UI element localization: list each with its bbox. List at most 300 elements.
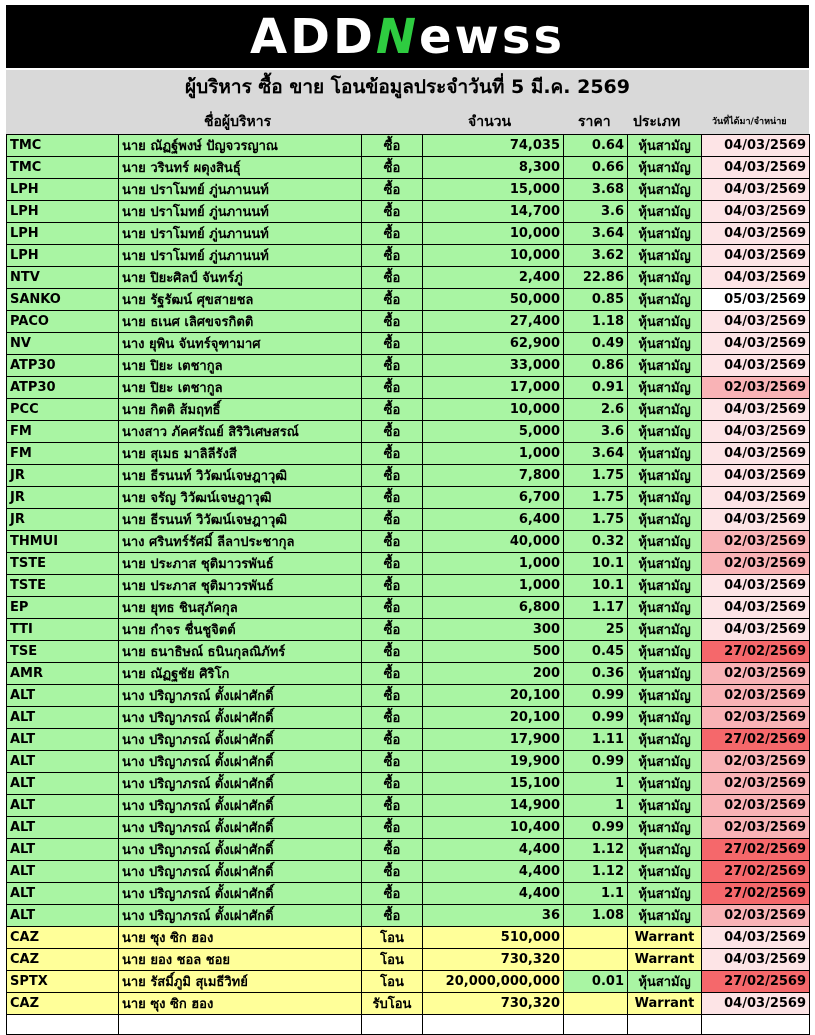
symbol-cell: ALT bbox=[7, 817, 119, 839]
amount-cell: 36 bbox=[423, 905, 564, 927]
symbol-cell: ALT bbox=[7, 729, 119, 751]
security-type-cell: หุ้นสามัญ bbox=[628, 245, 702, 267]
amount-cell: 1,000 bbox=[423, 443, 564, 465]
amount-cell: 10,400 bbox=[423, 817, 564, 839]
amount-cell: 1,000 bbox=[423, 553, 564, 575]
empty-row bbox=[7, 1015, 810, 1035]
executive-name-cell: นาย ปิยะ เตชากูล bbox=[119, 355, 362, 377]
empty-cell bbox=[362, 1015, 423, 1035]
action-cell: ซื้อ bbox=[362, 861, 423, 883]
action-cell: ซื้อ bbox=[362, 377, 423, 399]
security-type-cell: หุ้นสามัญ bbox=[628, 531, 702, 553]
executive-name-cell: นาย ณัฏฐชัย ศิริโก bbox=[119, 663, 362, 685]
table-row bbox=[7, 817, 810, 839]
amount-cell: 4,400 bbox=[423, 861, 564, 883]
date-cell: 04/03/2569 bbox=[702, 355, 810, 377]
action-cell: ซื้อ bbox=[362, 509, 423, 531]
amount-cell: 15,100 bbox=[423, 773, 564, 795]
table-row bbox=[7, 751, 810, 773]
date-cell: 27/02/2569 bbox=[702, 883, 810, 905]
table-row bbox=[7, 509, 810, 531]
amount-cell: 62,900 bbox=[423, 333, 564, 355]
table-row bbox=[7, 707, 810, 729]
price-cell: 1.12 bbox=[564, 861, 628, 883]
table-header bbox=[6, 104, 809, 134]
action-cell: ซื้อ bbox=[362, 267, 423, 289]
executive-name-cell: นาย ซุง ซิก ฮอง bbox=[119, 993, 362, 1015]
action-cell: ซื้อ bbox=[362, 795, 423, 817]
action-cell: ซื้อ bbox=[362, 597, 423, 619]
executive-name-cell: นาย ยอง ชอล ชอย bbox=[119, 949, 362, 971]
date-cell: 27/02/2569 bbox=[702, 861, 810, 883]
symbol-cell: JR bbox=[7, 487, 119, 509]
executive-name-cell: นาย วรินทร์ ผดุงสินธุ์ bbox=[119, 157, 362, 179]
executive-name-cell: นางสาว ภัคศรัณย์ สิริวิเศษสรณ์ bbox=[119, 421, 362, 443]
date-cell: 02/03/2569 bbox=[702, 553, 810, 575]
price-cell: 3.64 bbox=[564, 223, 628, 245]
table-row bbox=[7, 157, 810, 179]
table-row bbox=[7, 135, 810, 157]
banner bbox=[6, 5, 809, 68]
amount-cell: 4,400 bbox=[423, 839, 564, 861]
amount-cell: 4,400 bbox=[423, 883, 564, 905]
table-row bbox=[7, 861, 810, 883]
action-cell: ซื้อ bbox=[362, 685, 423, 707]
price-cell: 0.45 bbox=[564, 641, 628, 663]
price-cell: 1.75 bbox=[564, 465, 628, 487]
executive-name-cell: นาย ปราโมทย์ ภู่นภานนท์ bbox=[119, 223, 362, 245]
security-type-cell: Warrant bbox=[628, 949, 702, 971]
date-cell: 04/03/2569 bbox=[702, 949, 810, 971]
date-cell: 04/03/2569 bbox=[702, 465, 810, 487]
amount-cell: 33,000 bbox=[423, 355, 564, 377]
table-row bbox=[7, 531, 810, 553]
amount-cell: 15,000 bbox=[423, 179, 564, 201]
table-row bbox=[7, 729, 810, 751]
amount-cell: 6,700 bbox=[423, 487, 564, 509]
amount-cell: 27,400 bbox=[423, 311, 564, 333]
amount-cell: 20,000,000,000 bbox=[423, 971, 564, 993]
action-cell: ซื้อ bbox=[362, 179, 423, 201]
amount-cell: 5,000 bbox=[423, 421, 564, 443]
action-cell: ซื้อ bbox=[362, 905, 423, 927]
security-type-cell: หุ้นสามัญ bbox=[628, 157, 702, 179]
header-amount: จำนวน bbox=[468, 114, 512, 130]
date-cell: 04/03/2569 bbox=[702, 157, 810, 179]
symbol-cell: CAZ bbox=[7, 993, 119, 1015]
executive-name-cell: นาง ปริญาภรณ์ ตั้งเผ่าศักดิ์ bbox=[119, 707, 362, 729]
symbol-cell: CAZ bbox=[7, 949, 119, 971]
security-type-cell: หุ้นสามัญ bbox=[628, 289, 702, 311]
amount-cell: 6,800 bbox=[423, 597, 564, 619]
symbol-cell: JR bbox=[7, 509, 119, 531]
date-cell: 02/03/2569 bbox=[702, 685, 810, 707]
amount-cell: 17,900 bbox=[423, 729, 564, 751]
security-type-cell: หุ้นสามัญ bbox=[628, 223, 702, 245]
price-cell: 0.85 bbox=[564, 289, 628, 311]
page-title: ผู้บริหาร ซื้อ ขาย โอนข้อมูลประจำวันที่ 5 มี.ค. 2569 bbox=[6, 70, 809, 104]
table-row bbox=[7, 267, 810, 289]
price-cell: 3.64 bbox=[564, 443, 628, 465]
action-cell: ซื้อ bbox=[362, 289, 423, 311]
security-type-cell: หุ้นสามัญ bbox=[628, 751, 702, 773]
action-cell: ซื้อ bbox=[362, 311, 423, 333]
symbol-cell: ALT bbox=[7, 905, 119, 927]
price-cell bbox=[564, 949, 628, 971]
security-type-cell: หุ้นสามัญ bbox=[628, 619, 702, 641]
price-cell: 0.99 bbox=[564, 817, 628, 839]
symbol-cell: LPH bbox=[7, 245, 119, 267]
amount-cell: 74,035 bbox=[423, 135, 564, 157]
executive-name-cell: นาย จรัญ วิวัฒน์เจษฎาวุฒิ bbox=[119, 487, 362, 509]
table-row bbox=[7, 553, 810, 575]
price-cell: 1.08 bbox=[564, 905, 628, 927]
table-row bbox=[7, 443, 810, 465]
executive-name-cell: นาง ศรินทร์รัศมิ์ ลีลาประชากุล bbox=[119, 531, 362, 553]
executive-name-cell: นาง ปริญาภรณ์ ตั้งเผ่าศักดิ์ bbox=[119, 773, 362, 795]
executive-name-cell: นาง ปริญาภรณ์ ตั้งเผ่าศักดิ์ bbox=[119, 839, 362, 861]
table-row bbox=[7, 179, 810, 201]
security-type-cell: หุ้นสามัญ bbox=[628, 355, 702, 377]
security-type-cell: หุ้นสามัญ bbox=[628, 377, 702, 399]
action-cell: ซื้อ bbox=[362, 465, 423, 487]
date-cell: 02/03/2569 bbox=[702, 905, 810, 927]
date-cell: 02/03/2569 bbox=[702, 795, 810, 817]
action-cell: ซื้อ bbox=[362, 157, 423, 179]
price-cell: 0.32 bbox=[564, 531, 628, 553]
executive-name-cell: นาย ปราโมทย์ ภู่นภานนท์ bbox=[119, 245, 362, 267]
executive-name-cell: นาง ปริญาภรณ์ ตั้งเผ่าศักดิ์ bbox=[119, 905, 362, 927]
symbol-cell: EP bbox=[7, 597, 119, 619]
date-cell: 04/03/2569 bbox=[702, 223, 810, 245]
symbol-cell: ALT bbox=[7, 883, 119, 905]
symbol-cell: TMC bbox=[7, 157, 119, 179]
action-cell: ซื้อ bbox=[362, 355, 423, 377]
price-cell: 2.6 bbox=[564, 399, 628, 421]
date-cell: 02/03/2569 bbox=[702, 377, 810, 399]
date-cell: 04/03/2569 bbox=[702, 135, 810, 157]
security-type-cell: หุ้นสามัญ bbox=[628, 641, 702, 663]
price-cell: 0.64 bbox=[564, 135, 628, 157]
date-cell: 05/03/2569 bbox=[702, 289, 810, 311]
action-cell: ซื้อ bbox=[362, 443, 423, 465]
security-type-cell: หุ้นสามัญ bbox=[628, 267, 702, 289]
security-type-cell: หุ้นสามัญ bbox=[628, 575, 702, 597]
price-cell: 0.01 bbox=[564, 971, 628, 993]
table-row bbox=[7, 355, 810, 377]
executive-name-cell: นาย สุเมธ มาลิลีรังสี bbox=[119, 443, 362, 465]
security-type-cell: หุ้นสามัญ bbox=[628, 311, 702, 333]
date-cell: 27/02/2569 bbox=[702, 839, 810, 861]
action-cell: ซื้อ bbox=[362, 245, 423, 267]
symbol-cell: SANKO bbox=[7, 289, 119, 311]
table-row bbox=[7, 839, 810, 861]
symbol-cell: AMR bbox=[7, 663, 119, 685]
table-row bbox=[7, 685, 810, 707]
executive-name-cell: นาง ปริญาภรณ์ ตั้งเผ่าศักดิ์ bbox=[119, 795, 362, 817]
price-cell: 3.62 bbox=[564, 245, 628, 267]
price-cell: 3.6 bbox=[564, 201, 628, 223]
executive-name-cell: นาง ปริญาภรณ์ ตั้งเผ่าศักดิ์ bbox=[119, 685, 362, 707]
date-cell: 02/03/2569 bbox=[702, 707, 810, 729]
header-type: ประเภท bbox=[633, 114, 681, 130]
date-cell: 02/03/2569 bbox=[702, 773, 810, 795]
security-type-cell: หุ้นสามัญ bbox=[628, 597, 702, 619]
amount-cell: 19,900 bbox=[423, 751, 564, 773]
action-cell: ซื้อ bbox=[362, 201, 423, 223]
security-type-cell: หุ้นสามัญ bbox=[628, 179, 702, 201]
symbol-cell: NTV bbox=[7, 267, 119, 289]
empty-cell bbox=[702, 1015, 810, 1035]
date-cell: 04/03/2569 bbox=[702, 993, 810, 1015]
security-type-cell: หุ้นสามัญ bbox=[628, 707, 702, 729]
price-cell: 22.86 bbox=[564, 267, 628, 289]
security-type-cell: หุ้นสามัญ bbox=[628, 487, 702, 509]
executive-name-cell: นาย ประภาส ชุติมาวรพันธ์ bbox=[119, 553, 362, 575]
executive-name-cell: นาง ยุพิน จันทร์จุฑามาศ bbox=[119, 333, 362, 355]
price-cell: 0.99 bbox=[564, 685, 628, 707]
amount-cell: 10,000 bbox=[423, 223, 564, 245]
table-row bbox=[7, 773, 810, 795]
executive-name-cell: นาย ธีรนนท์ วิวัฒน์เจษฎาวุฒิ bbox=[119, 509, 362, 531]
amount-cell: 8,300 bbox=[423, 157, 564, 179]
amount-cell: 2,400 bbox=[423, 267, 564, 289]
security-type-cell: หุ้นสามัญ bbox=[628, 971, 702, 993]
symbol-cell: PACO bbox=[7, 311, 119, 333]
executive-name-cell: นาง ปริญาภรณ์ ตั้งเผ่าศักดิ์ bbox=[119, 861, 362, 883]
action-cell: โอน bbox=[362, 949, 423, 971]
date-cell: 27/02/2569 bbox=[702, 729, 810, 751]
price-cell: 0.91 bbox=[564, 377, 628, 399]
amount-cell: 40,000 bbox=[423, 531, 564, 553]
security-type-cell: หุ้นสามัญ bbox=[628, 839, 702, 861]
price-cell bbox=[564, 993, 628, 1015]
table-row bbox=[7, 619, 810, 641]
executive-name-cell: นาย กิตติ ส้มฤทธิ์ bbox=[119, 399, 362, 421]
table-row bbox=[7, 993, 810, 1015]
security-type-cell: หุ้นสามัญ bbox=[628, 421, 702, 443]
executive-name-cell: นาย กำจร ชื่นชูจิตต์ bbox=[119, 619, 362, 641]
executive-name-cell: นาง ปริญาภรณ์ ตั้งเผ่าศักดิ์ bbox=[119, 729, 362, 751]
table-row bbox=[7, 883, 810, 905]
security-type-cell: หุ้นสามัญ bbox=[628, 883, 702, 905]
security-type-cell: หุ้นสามัญ bbox=[628, 553, 702, 575]
action-cell: ซื้อ bbox=[362, 421, 423, 443]
amount-cell: 20,100 bbox=[423, 685, 564, 707]
table-row bbox=[7, 597, 810, 619]
amount-cell: 200 bbox=[423, 663, 564, 685]
security-type-cell: หุ้นสามัญ bbox=[628, 905, 702, 927]
amount-cell: 10,000 bbox=[423, 245, 564, 267]
symbol-cell: NV bbox=[7, 333, 119, 355]
symbol-cell: ALT bbox=[7, 707, 119, 729]
table-row bbox=[7, 245, 810, 267]
amount-cell: 300 bbox=[423, 619, 564, 641]
action-cell: ซื้อ bbox=[362, 135, 423, 157]
table-row bbox=[7, 399, 810, 421]
addnewss-logo: ADDNewss bbox=[249, 8, 566, 65]
action-cell: ซื้อ bbox=[362, 773, 423, 795]
date-cell: 04/03/2569 bbox=[702, 245, 810, 267]
date-cell: 04/03/2569 bbox=[702, 333, 810, 355]
action-cell: ซื้อ bbox=[362, 663, 423, 685]
amount-cell: 14,700 bbox=[423, 201, 564, 223]
amount-cell: 730,320 bbox=[423, 949, 564, 971]
table-row bbox=[7, 311, 810, 333]
action-cell: ซื้อ bbox=[362, 619, 423, 641]
action-cell: รับโอน bbox=[362, 993, 423, 1015]
symbol-cell: JR bbox=[7, 465, 119, 487]
amount-cell: 7,800 bbox=[423, 465, 564, 487]
symbol-cell: TMC bbox=[7, 135, 119, 157]
symbol-cell: CAZ bbox=[7, 927, 119, 949]
symbol-cell: ALT bbox=[7, 839, 119, 861]
date-cell: 04/03/2569 bbox=[702, 509, 810, 531]
security-type-cell: หุ้นสามัญ bbox=[628, 465, 702, 487]
price-cell: 1.12 bbox=[564, 839, 628, 861]
security-type-cell: Warrant bbox=[628, 993, 702, 1015]
date-cell: 04/03/2569 bbox=[702, 399, 810, 421]
date-cell: 04/03/2569 bbox=[702, 267, 810, 289]
action-cell: ซื้อ bbox=[362, 333, 423, 355]
price-cell: 10.1 bbox=[564, 553, 628, 575]
security-type-cell: หุ้นสามัญ bbox=[628, 201, 702, 223]
price-cell: 3.6 bbox=[564, 421, 628, 443]
executive-name-cell: นาย รัสมิ์ภูมิ สุเมธีวิทย์ bbox=[119, 971, 362, 993]
symbol-cell: FM bbox=[7, 443, 119, 465]
action-cell: ซื้อ bbox=[362, 751, 423, 773]
security-type-cell: หุ้นสามัญ bbox=[628, 685, 702, 707]
symbol-cell: ALT bbox=[7, 861, 119, 883]
symbol-cell: LPH bbox=[7, 179, 119, 201]
date-cell: 04/03/2569 bbox=[702, 179, 810, 201]
security-type-cell: หุ้นสามัญ bbox=[628, 817, 702, 839]
table-row bbox=[7, 223, 810, 245]
date-cell: 02/03/2569 bbox=[702, 817, 810, 839]
table-row bbox=[7, 927, 810, 949]
price-cell: 0.66 bbox=[564, 157, 628, 179]
empty-cell bbox=[628, 1015, 702, 1035]
table-row bbox=[7, 641, 810, 663]
action-cell: ซื้อ bbox=[362, 817, 423, 839]
symbol-cell: FM bbox=[7, 421, 119, 443]
table-row bbox=[7, 377, 810, 399]
security-type-cell: หุ้นสามัญ bbox=[628, 443, 702, 465]
price-cell: 1.11 bbox=[564, 729, 628, 751]
action-cell: ซื้อ bbox=[362, 707, 423, 729]
amount-cell: 10,000 bbox=[423, 399, 564, 421]
security-type-cell: หุ้นสามัญ bbox=[628, 773, 702, 795]
security-type-cell: หุ้นสามัญ bbox=[628, 729, 702, 751]
action-cell: ซื้อ bbox=[362, 553, 423, 575]
table-row bbox=[7, 575, 810, 597]
price-cell: 1 bbox=[564, 773, 628, 795]
price-cell bbox=[564, 927, 628, 949]
executive-name-cell: นาย ปิยะศิลป์ จันทร์ภู่ bbox=[119, 267, 362, 289]
security-type-cell: หุ้นสามัญ bbox=[628, 399, 702, 421]
executive-name-cell: นาย ปิยะ เตชากูล bbox=[119, 377, 362, 399]
empty-cell bbox=[423, 1015, 564, 1035]
empty-cell bbox=[7, 1015, 119, 1035]
empty-cell bbox=[564, 1015, 628, 1035]
executive-name-cell: นาย รัฐรัฒน์ ศุขสายชล bbox=[119, 289, 362, 311]
symbol-cell: TSTE bbox=[7, 575, 119, 597]
security-type-cell: หุ้นสามัญ bbox=[628, 333, 702, 355]
price-cell: 1.18 bbox=[564, 311, 628, 333]
action-cell: โอน bbox=[362, 927, 423, 949]
executive-name-cell: นาย ซุง ซิก ฮอง bbox=[119, 927, 362, 949]
price-cell: 1.75 bbox=[564, 509, 628, 531]
security-type-cell: หุ้นสามัญ bbox=[628, 509, 702, 531]
date-cell: 02/03/2569 bbox=[702, 663, 810, 685]
table-row bbox=[7, 289, 810, 311]
action-cell: ซื้อ bbox=[362, 641, 423, 663]
symbol-cell: ALT bbox=[7, 795, 119, 817]
header-date: วันที่ได้มา/จำหน่าย bbox=[712, 117, 787, 127]
action-cell: ซื้อ bbox=[362, 839, 423, 861]
date-cell: 27/02/2569 bbox=[702, 971, 810, 993]
header-name: ชื่อผู้บริหาร bbox=[204, 114, 272, 130]
action-cell: ซื้อ bbox=[362, 399, 423, 421]
executive-name-cell: นาง ปริญาภรณ์ ตั้งเผ่าศักดิ์ bbox=[119, 883, 362, 905]
security-type-cell: หุ้นสามัญ bbox=[628, 663, 702, 685]
table-row bbox=[7, 905, 810, 927]
table-row bbox=[7, 421, 810, 443]
symbol-cell: LPH bbox=[7, 223, 119, 245]
table-row bbox=[7, 201, 810, 223]
security-type-cell: หุ้นสามัญ bbox=[628, 135, 702, 157]
amount-cell: 1,000 bbox=[423, 575, 564, 597]
date-cell: 04/03/2569 bbox=[702, 311, 810, 333]
table-row bbox=[7, 333, 810, 355]
symbol-cell: LPH bbox=[7, 201, 119, 223]
symbol-cell: ALT bbox=[7, 685, 119, 707]
executive-name-cell: นาย ยุทธ ชินสุภัคกุล bbox=[119, 597, 362, 619]
action-cell: ซื้อ bbox=[362, 729, 423, 751]
price-cell: 0.99 bbox=[564, 751, 628, 773]
price-cell: 10.1 bbox=[564, 575, 628, 597]
price-cell: 1.75 bbox=[564, 487, 628, 509]
price-cell: 1.1 bbox=[564, 883, 628, 905]
price-cell: 0.49 bbox=[564, 333, 628, 355]
amount-cell: 50,000 bbox=[423, 289, 564, 311]
date-cell: 02/03/2569 bbox=[702, 531, 810, 553]
price-cell: 0.86 bbox=[564, 355, 628, 377]
date-cell: 27/02/2569 bbox=[702, 641, 810, 663]
security-type-cell: หุ้นสามัญ bbox=[628, 795, 702, 817]
header-price: ราคา bbox=[578, 114, 611, 130]
executive-name-cell: นาง ปริญาภรณ์ ตั้งเผ่าศักดิ์ bbox=[119, 751, 362, 773]
empty-cell bbox=[119, 1015, 362, 1035]
table-row bbox=[7, 795, 810, 817]
amount-cell: 17,000 bbox=[423, 377, 564, 399]
table-row bbox=[7, 663, 810, 685]
action-cell: ซื้อ bbox=[362, 575, 423, 597]
date-cell: 04/03/2569 bbox=[702, 619, 810, 641]
price-cell: 25 bbox=[564, 619, 628, 641]
security-type-cell: Warrant bbox=[628, 927, 702, 949]
symbol-cell: SPTX bbox=[7, 971, 119, 993]
amount-cell: 510,000 bbox=[423, 927, 564, 949]
date-cell: 04/03/2569 bbox=[702, 927, 810, 949]
action-cell: ซื้อ bbox=[362, 223, 423, 245]
amount-cell: 730,320 bbox=[423, 993, 564, 1015]
table-row bbox=[7, 949, 810, 971]
price-cell: 1.17 bbox=[564, 597, 628, 619]
price-cell: 3.68 bbox=[564, 179, 628, 201]
amount-cell: 6,400 bbox=[423, 509, 564, 531]
action-cell: ซื้อ bbox=[362, 487, 423, 509]
